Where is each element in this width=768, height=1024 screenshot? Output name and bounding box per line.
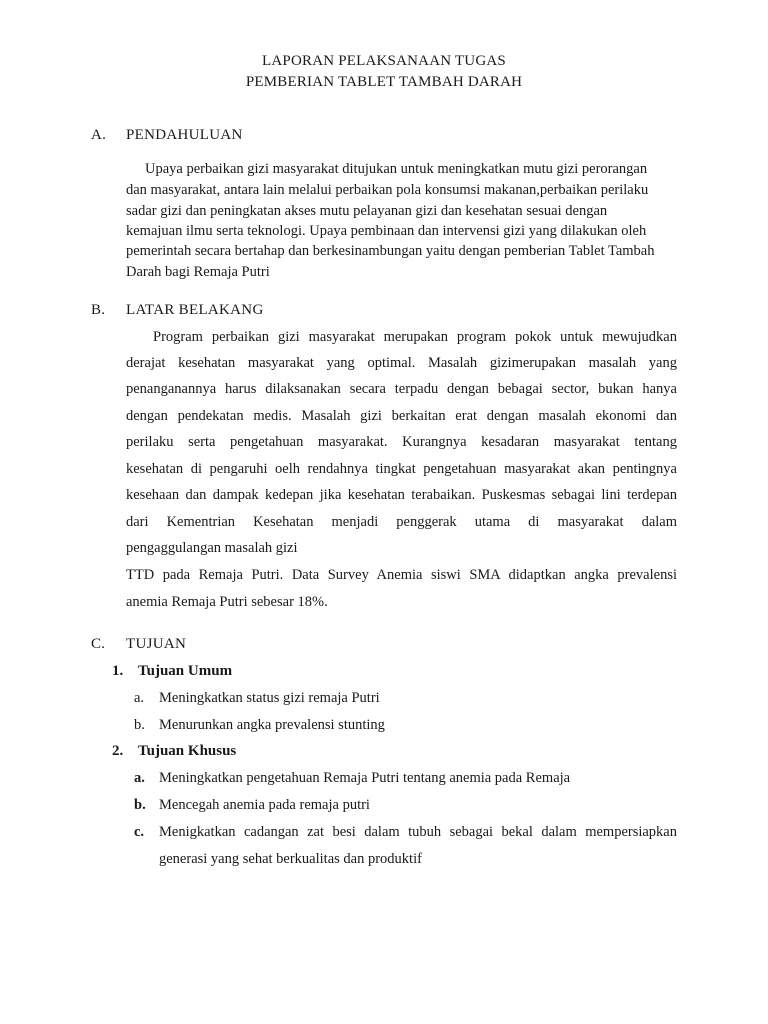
document-title-line-2: PEMBERIAN TABLET TAMBAH DARAH <box>245 74 523 90</box>
section-a-line-1: Upaya perbaikan gizi masyarakat ditujukan untuk meningkatkan mutu gizi perorangan <box>145 161 648 177</box>
section-a-line-6: Darah bagi Remaja Putri <box>126 264 270 280</box>
list-item-text: Menigkatkan cadangan zat besi dalam tubuh sebagai bekal dalam mempersiapkan <box>159 824 677 840</box>
section-a-letter: A. <box>91 127 107 143</box>
section-b-line-2: derajat kesehatan masyarakat yang optimal. Masalah gizimerupakan masalah yang <box>126 355 677 371</box>
section-b-line-10: TTD pada Remaja Putri. Data Survey Anemia siswi SMA didaptkan angka prevalensi <box>126 567 677 583</box>
tujuan-umum-title: Tujuan Umum <box>138 663 233 679</box>
section-b-line-7: kesehaan dan dampak kedepan jika kesehatan terabaikan. Puskesmas sebagai lini terdepan <box>126 487 677 503</box>
list-marker: a. <box>134 770 145 786</box>
list-marker: b. <box>134 797 146 813</box>
list-marker: a. <box>134 690 145 706</box>
section-a-line-5: pemerintah secara bertahap dan berkesinambungan yaitu dengan pemberian Tablet Tambah <box>126 243 655 259</box>
list-item-text: Meningkatkan pengetahuan Remaja Putri tentang anemia pada Remaja <box>159 770 571 786</box>
section-a-line-2: dan masyarakat, antara lain melalui perbaikan pola konsumsi makanan,perbaikan perilaku <box>126 182 649 198</box>
section-a-heading <box>0 127 768 147</box>
list-marker: b. <box>134 717 145 733</box>
list-item <box>0 797 768 817</box>
list-item-text: Menurunkan angka prevalensi stunting <box>159 717 385 733</box>
section-b-line-6: kesehatan di pengaruhi oelh rendahnya tingkat pengetahuan masyarakat akan pentingnya <box>126 461 677 477</box>
list-item-continuation: generasi yang sehat berkualitas dan produktif <box>159 851 422 867</box>
list-item <box>0 690 768 710</box>
section-c-title: TUJUAN <box>126 636 187 652</box>
section-a-line-4: kemajuan ilmu serta teknologi. Upaya pembinaan dan intervensi gizi yang dilakukan oleh <box>126 223 647 239</box>
list-item <box>0 717 768 737</box>
document-title-line-1: LAPORAN PELAKSANAAN TUGAS <box>262 53 506 69</box>
list-marker: c. <box>134 824 145 840</box>
section-b-heading <box>0 302 768 322</box>
section-b-line-9: pengaggulangan masalah gizi <box>126 540 298 556</box>
tujuan-khusus-heading <box>0 743 768 763</box>
list-item-text: Meningkatkan status gizi remaja Putri <box>159 690 380 706</box>
tujuan-umum-number: 1. <box>112 663 124 679</box>
section-c-letter: C. <box>91 636 106 652</box>
section-b-line-1: Program perbaikan gizi masyarakat merupakan program pokok untuk mewujudkan <box>153 329 677 345</box>
section-b-line-4: dengan pendekatan medis. Masalah gizi berkaitan erat dengan masalah ekonomi dan <box>126 408 677 424</box>
list-item-text: Mencegah anemia pada remaja putri <box>159 797 370 813</box>
tujuan-khusus-title: Tujuan Khusus <box>138 743 237 759</box>
section-a-line-3: sadar gizi dan peningkatan akses mutu pelayanan gizi dan kesehatan sesuai dengan <box>126 203 608 219</box>
tujuan-umum-heading <box>0 663 768 683</box>
section-b-line-8: dari Kementrian Kesehatan menjadi penggerak utama di masyarakat dalam <box>126 514 677 530</box>
section-b-line-3: penanganannya harus dilaksanakan secara terpadu dengan bebagai sector, bukan hanya <box>126 381 677 397</box>
section-a-title: PENDAHULUAN <box>126 127 243 143</box>
section-c-heading <box>0 636 768 656</box>
section-b-title: LATAR BELAKANG <box>126 302 264 318</box>
section-b-line-5: perilaku serta pengetahuan masyarakat. Kurangnya kesadaran masyarakat tentang <box>126 434 677 450</box>
section-b-letter: B. <box>91 302 106 318</box>
tujuan-khusus-number: 2. <box>112 743 124 759</box>
list-item <box>0 770 768 790</box>
list-item <box>0 824 768 844</box>
section-b-line-11: anemia Remaja Putri sebesar 18%. <box>126 594 328 610</box>
